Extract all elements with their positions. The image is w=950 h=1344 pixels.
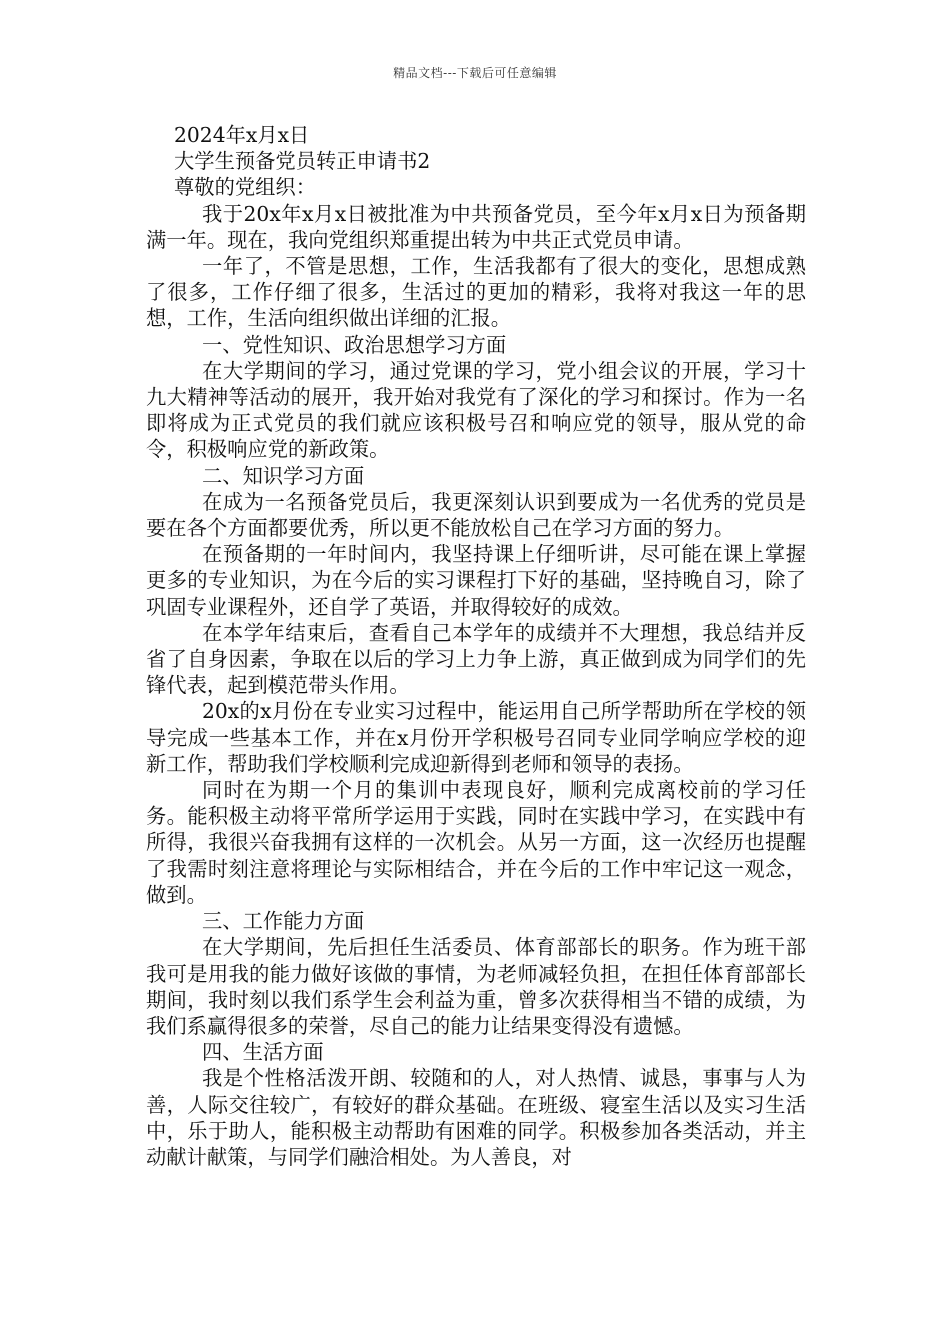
paragraph-life: 我是个性格活泼开朗、较随和的人，对人热情、诚恳，事事与人为善，人际交往较广，有较好的群众基础。在班级、寝室生活以及实习生活中，乐于助人，能积极主动帮助有困难的同学。积极参加各类活动，并主动献计献策，与同学们融洽相处。为人善良，对: [146, 1066, 806, 1169]
paragraph-study-1: 在成为一名预备党员后，我更深刻认识到要成为一名优秀的党员是要在各个方面都要优秀，所以更不能放松自己在学习方面的努力。: [146, 489, 806, 541]
paragraph-training: 同时在为期一个月的集训中表现良好，顺利完成离校前的学习任务。能积极主动将平常所学运用于实践，同时在实践中学习，在实践中有所得，我很兴奋我拥有这样的一次机会。从另一方面，这一次经历也提醒了我需时刻注意将理论与实际相结合，并在今后的工作中牢记这一观念，做到。: [146, 778, 806, 907]
paragraph-political: 在大学期间的学习，通过党课的学习，党小组会议的开展，学习十九大精神等活动的展开，我开始对我党有了深化的学习和探讨。作为一名即将成为正式党员的我们就应该积极号召和响应党的领导，服从党的命令，积极响应党的新政策。: [146, 358, 806, 462]
paragraph-internship: 20x的x月份在专业实习过程中，能运用自己所学帮助所在学校的领导完成一些基本工作，并在x月份开学积极号召同专业同学响应学校的迎新工作，帮助我们学校顺利完成迎新得到老师和领导的表扬。: [146, 699, 806, 776]
document-date: 2024年x月x日: [174, 123, 310, 147]
document-title: 大学生预备党员转正申请书2: [174, 149, 431, 174]
paragraph-overview: 一年了，不管是思想，工作，生活我都有了很大的变化，思想成熟了很多，工作仔细了很多，生活过的更加的精彩，我将对我这一年的思想，工作，生活向组织做出详细的汇报。: [146, 254, 806, 331]
paragraph-study-3: 在本学年结束后，查看自己本学年的成绩并不大理想，我总结并反省了自身因素，争取在以后的学习上力争上游，真正做到成为同学们的先锋代表，起到模范带头作用。: [146, 620, 806, 698]
paragraph-approval: 我于20x年x月x日被批准为中共预备党员，至今年x月x日为预备期满一年。现在，我向党组织郑重提出转为中共正式党员申请。: [146, 201, 806, 252]
paragraph-work: 在大学期间，先后担任生活委员、体育部部长的职务。作为班干部我可是用我的能力做好该做的事情，为老师减轻负担，在担任体育部部长期间，我时刻以我们系学生会利益为重，曾多次获得相当不错的成绩，为我们系赢得很多的荣誉，尽自己的能力让结果变得没有遗憾。: [146, 935, 806, 1038]
section-heading-study: 二、知识学习方面: [202, 463, 365, 488]
paragraph-study-2: 在预备期的一年时间内，我坚持课上仔细听讲，尽可能在课上掌握更多的专业知识，为在今后的实习课程打下好的基础，坚持晚自习，除了巩固专业课程外，还自学了英语，并取得较好的成效。: [146, 542, 806, 619]
salutation: 尊敬的党组织：: [174, 175, 316, 200]
section-heading-political: 一、党性知识、政治思想学习方面: [202, 332, 507, 357]
page-header: 精品文档---下载后可任意编辑: [393, 66, 557, 80]
document-body: [146, 122, 806, 1170]
section-heading-life: 四、生活方面: [202, 1040, 324, 1065]
section-heading-work: 三、工作能力方面: [202, 909, 365, 934]
